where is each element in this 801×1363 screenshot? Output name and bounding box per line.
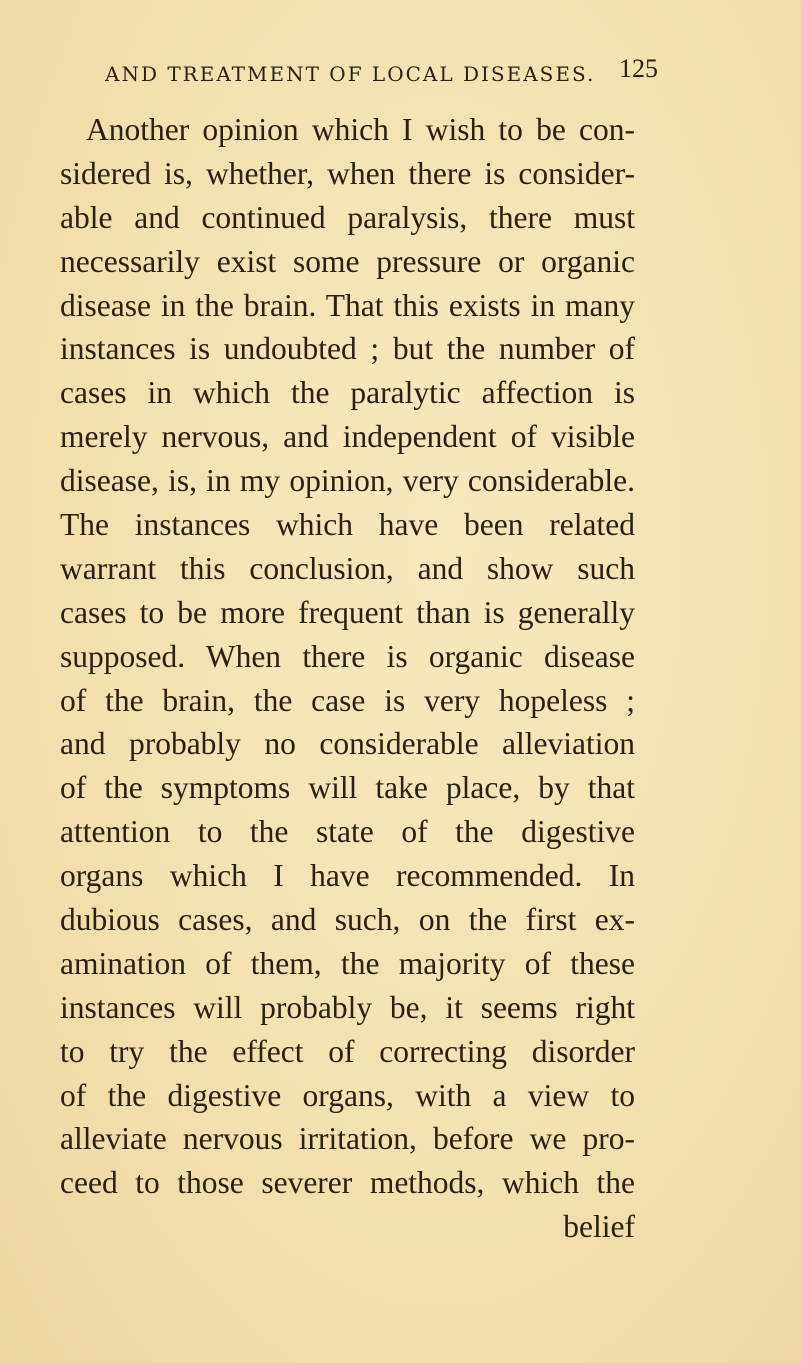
text-line: ceed to those severer methods, which the	[60, 1165, 635, 1201]
text-line: amination of them, the majority of these	[60, 945, 635, 981]
running-title: AND TREATMENT OF LOCAL DISEASES.	[105, 62, 596, 86]
text-line: disease in the brain. That this exists in many	[60, 287, 635, 323]
text-line: able and continued paralysis, there must	[60, 199, 635, 235]
text-line: of the brain, the case is very hopeless ;	[60, 682, 635, 718]
text-line: The instances which have been related	[60, 507, 635, 543]
body-paragraph	[60, 108, 635, 1249]
text-line: attention to the state of the digestive	[60, 814, 635, 850]
text-line: cases in which the paralytic affection is	[60, 375, 635, 411]
text-line: dubious cases, and such, on the first ex-	[60, 902, 635, 938]
text-line: instances will probably be, it seems right	[60, 989, 635, 1025]
text-line: disease, is, in my opinion, very considerable.	[60, 463, 635, 499]
text-line: Another opinion which I wish to be con-	[86, 112, 635, 147]
text-line: of the symptoms will take place, by that	[60, 770, 635, 806]
text-line: cases to be more frequent than is generally	[60, 594, 635, 630]
catchword: belief	[563, 1209, 635, 1245]
page-number: 125	[619, 54, 658, 83]
text-line: necessarily exist some pressure or organic	[60, 243, 635, 279]
text-line: warrant this conclusion, and show such	[60, 550, 635, 586]
text-line: of the digestive organs, with a view to	[60, 1077, 635, 1113]
text-line: instances is undoubted ; but the number of	[60, 331, 635, 367]
text-line: to try the effect of correcting disorder	[60, 1033, 635, 1069]
text-line: sidered is, whether, when there is consider-	[60, 155, 635, 191]
text-line: supposed. When there is organic disease	[60, 638, 635, 674]
text-line: organs which I have recommended. In	[60, 858, 635, 894]
text-line: merely nervous, and independent of visible	[60, 419, 635, 455]
text-line: and probably no considerable alleviation	[60, 726, 635, 762]
text-line: alleviate nervous irritation, before we pro-	[60, 1121, 635, 1157]
running-head	[105, 54, 685, 94]
